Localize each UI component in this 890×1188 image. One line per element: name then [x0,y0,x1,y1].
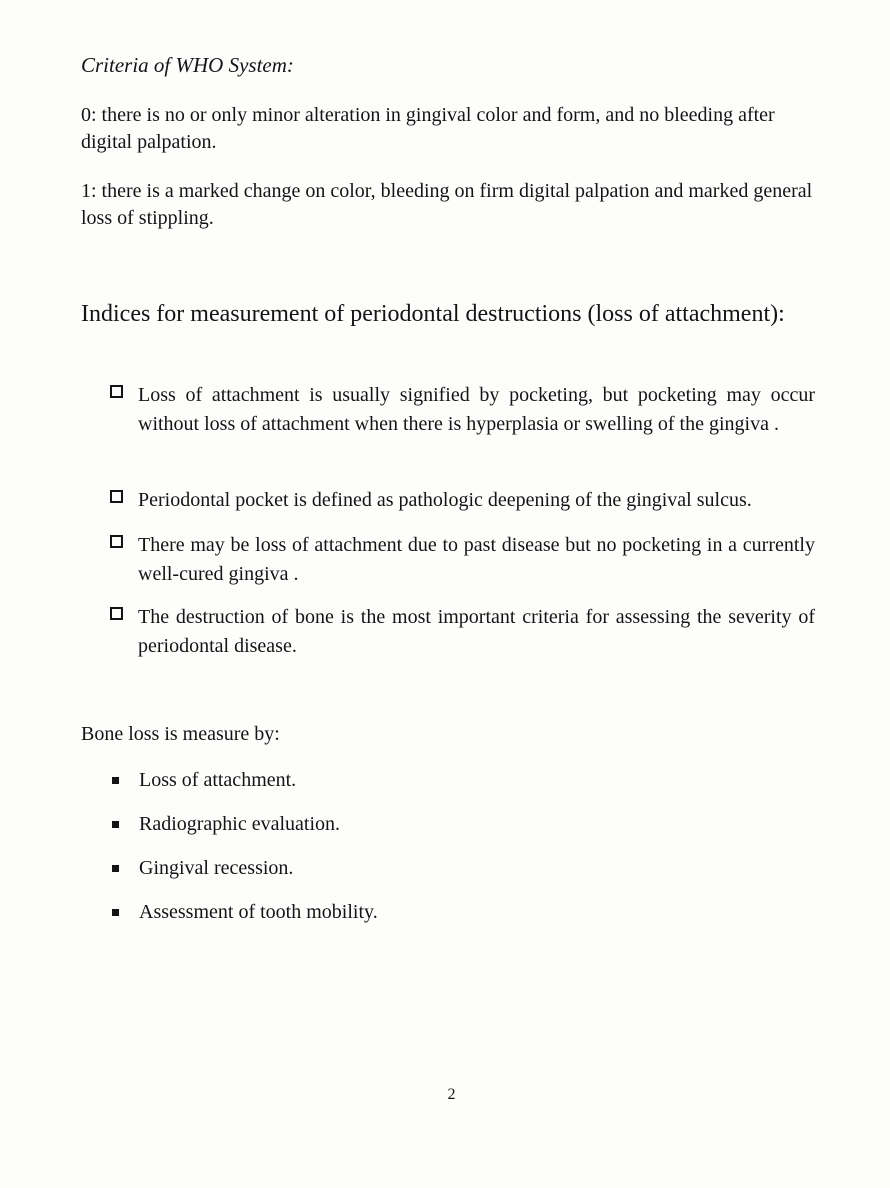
checkbox-icon [110,385,123,398]
indices-heading: Indices for measurement of periodontal destructions (loss of attachment): [81,301,785,327]
list-item-text: Gingival recession. [139,857,294,879]
square-bullet-icon [112,865,119,872]
who-criteria-title: Criteria of WHO System: [81,53,294,77]
list-item-text: Periodontal pocket is defined as pathologic deepening of the gingival sulcus. [138,489,752,511]
square-bullet-icon [112,821,119,828]
checkbox-icon [110,607,123,620]
who-criteria-item-0: 0: there is no or only minor alteration in gingival color and form, and no bleeding after digital palpation. [81,104,775,153]
list-item-text: There may be loss of attachment due to past disease but no pocketing in a currently well-cured gingiva . [138,534,815,585]
bone-loss-title: Bone loss is measure by: [81,723,280,745]
list-item-text: Radiographic evaluation. [139,813,341,835]
list-item-text: Assessment of tooth mobility. [139,901,378,923]
square-bullet-icon [112,777,119,784]
square-bullet-icon [112,909,119,916]
list-item-text: Loss of attachment. [139,769,297,791]
checkbox-icon [110,535,123,548]
list-item-text: Loss of attachment is usually signified by pocketing, but pocketing may occur without loss of attachment when there is hyperplasia or swelling of the gingiva . [138,384,815,435]
list-item-text: The destruction of bone is the most important criteria for assessing the severity of periodontal disease. [138,606,815,657]
who-criteria-item-1: 1: there is a marked change on color, bleeding on firm digital palpation and marked general loss of stippling. [81,180,813,229]
page-number: 2 [447,1086,456,1103]
checkbox-icon [110,490,123,503]
